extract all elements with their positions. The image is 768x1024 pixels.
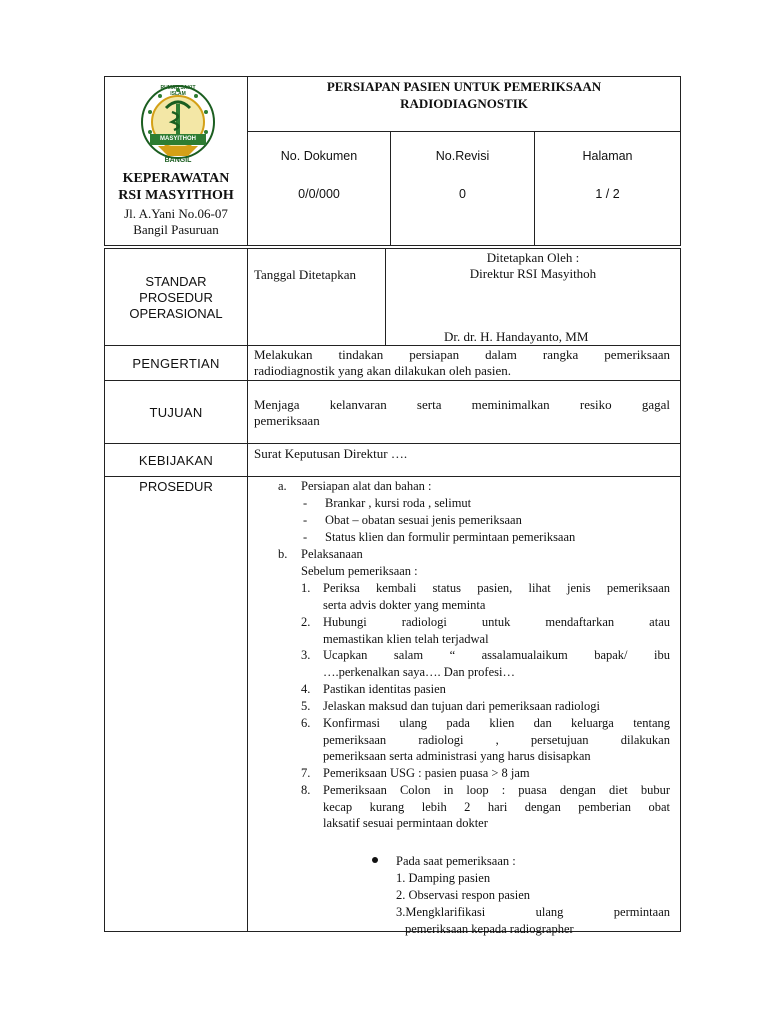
- during-item-3-line1: 3.Mengklarifikasi ulang permintaan: [396, 905, 670, 919]
- sop-label-line2: PROSEDUR: [139, 290, 213, 305]
- dash-marker: -: [303, 530, 308, 544]
- during-item-3: [248, 904, 680, 938]
- tujuan-line2: pemeriksaan: [254, 413, 320, 428]
- during-title-row: [248, 853, 680, 870]
- logo-ribbon-text: MASYITHOH: [160, 136, 196, 142]
- step-number: 7.: [301, 766, 311, 780]
- doc-number-label: No. Dokumen: [280, 149, 358, 163]
- tujuan-label: TUJUAN: [149, 404, 203, 420]
- step-1: [248, 580, 680, 614]
- revision-label: No.Revisi: [435, 149, 490, 163]
- during-item-2-text: 2. Observasi respon pasien: [396, 888, 530, 902]
- page-value: 1 / 2: [595, 187, 620, 201]
- step-1-line2: serta advis dokter yang meminta: [323, 597, 486, 612]
- step-3-line2: ….perkenalkan saya…. Dan profesi…: [323, 664, 515, 679]
- step-7-line1: Pemeriksaan USG : pasien puasa > 8 jam: [323, 766, 530, 780]
- sop-label-line3: OPERASIONAL: [129, 306, 223, 321]
- tujuan-text: [254, 397, 670, 429]
- step-4-line1: Pastikan identitas pasien: [323, 682, 446, 696]
- step-number: 3.: [301, 648, 311, 662]
- address-line2: Bangil Pasuruan: [133, 222, 219, 237]
- a-item-3-text: Status klien dan formulir permintaan pemeriksaan: [325, 530, 576, 544]
- section-a-title: Persiapan alat dan bahan :: [301, 479, 432, 493]
- step-6-line3: pemeriksaan serta administrasi yang harus disisapkan: [323, 749, 591, 764]
- address-line1: Jl. A.Yani No.06-07: [124, 206, 228, 221]
- pengertian-line2: radiodiagnostik yang akan dilakukan oleh pasien.: [254, 363, 512, 378]
- step-7: [248, 765, 680, 782]
- section-a-marker: a.: [278, 479, 287, 493]
- section-b-title: Pelaksanaan: [301, 547, 363, 561]
- step-number: 6.: [301, 716, 311, 730]
- step-number: 5.: [301, 699, 311, 713]
- header-divider-h: [247, 131, 681, 132]
- date-set-label: Tanggal Ditetapkan: [254, 267, 356, 282]
- step-3-line1: Ucapkan salam “ assalamualaikum bapak/ ibu: [323, 648, 670, 662]
- page-label: Halaman: [582, 149, 633, 163]
- step-number: 8.: [301, 783, 311, 797]
- a-item-1: [248, 495, 680, 512]
- step-number: 4.: [301, 682, 311, 696]
- kebijakan-label: KEBIJAKAN: [138, 452, 214, 468]
- hospital-logo: [136, 82, 220, 168]
- logo-ring-text: RUMAH SAKIT ISLAM: [160, 85, 196, 97]
- step-6: [248, 715, 680, 765]
- step-8-line1: Pemeriksaan Colon in loop : puasa dengan diet bubur: [323, 783, 670, 797]
- prosedur-content: [248, 478, 680, 938]
- a-item-3: [248, 529, 680, 546]
- document-title-line1: PERSIAPAN PASIEN UNTUK PEMERIKSAAN: [326, 79, 602, 94]
- pengertian-text: [254, 347, 670, 379]
- document-title-line2: RADIODIAGNOSTIK: [400, 96, 528, 111]
- step-3: [248, 647, 680, 681]
- step-6-line1: Konfirmasi ulang pada klien dan keluarga tentang: [323, 716, 670, 730]
- step-6-line2: pemeriksaan radiologi , persetujuan dilakukan: [323, 732, 670, 747]
- revision-value: 0: [459, 187, 466, 201]
- step-2: [248, 614, 680, 647]
- a-item-1-text: Brankar , kursi roda , selimut: [325, 496, 472, 510]
- step-5-line1: Jelaskan maksud dan tujuan dari pemeriksaan radiologi: [323, 699, 601, 713]
- section-b-marker: b.: [278, 547, 288, 561]
- during-title: Pada saat pemeriksaan :: [396, 854, 516, 868]
- step-8: [248, 782, 680, 832]
- step-number: 1.: [301, 581, 311, 595]
- step-2-line1: Hubungi radiologi untuk mendaftarkan atau: [323, 615, 670, 629]
- sop-label-line1: STANDAR: [145, 274, 207, 289]
- step-4: [248, 681, 680, 698]
- tujuan-line1: Menjaga kelanvaran serta meminimalkan resiko gagal: [254, 397, 670, 412]
- during-item-2: [248, 887, 680, 904]
- section-b-sub: [248, 563, 680, 580]
- during-item-1-text: 1. Damping pasien: [396, 871, 491, 885]
- step-2-line2: memastikan klien telah terjadwal: [323, 631, 489, 646]
- doc-number-value: 0/0/000: [298, 187, 340, 201]
- org-name-line1: KEPERAWATAN: [122, 171, 230, 186]
- step-number: 2.: [301, 615, 311, 629]
- signatory-name: Dr. dr. H. Handayanto, MM: [444, 329, 589, 344]
- org-name-line2: RSI MASYITHOH: [118, 188, 234, 203]
- step-8-line3: laksatif sesuai permintaan dokter: [323, 816, 488, 831]
- kebijakan-text: Surat Keputusan Direktur ….: [254, 446, 408, 461]
- section-b-sub-text: Sebelum pemeriksaan :: [301, 564, 418, 578]
- during-item-3-line2: pemeriksaan kepada radiographer: [405, 921, 574, 936]
- logo-bottom-text: BANGIL: [164, 157, 192, 164]
- prosedur-label: PROSEDUR: [139, 479, 213, 494]
- row-divider-4: [104, 476, 681, 477]
- during-item-1: [248, 870, 680, 887]
- pengertian-label: PENGERTIAN: [132, 355, 220, 371]
- pengertian-line1: Melakukan tindakan persiapan dalam rangka pemeriksaan: [254, 347, 670, 362]
- dash-marker: -: [303, 513, 308, 527]
- section-a: [248, 478, 680, 495]
- set-by-title: Direktur RSI Masyithoh: [469, 266, 597, 281]
- a-item-2: [248, 512, 680, 529]
- set-by-label: Ditetapkan Oleh :: [486, 250, 580, 265]
- step-1-line1: Periksa kembali status pasien, lihat jenis pemeriksaan: [323, 581, 670, 595]
- a-item-2-text: Obat – obatan sesuai jenis pemeriksaan: [325, 513, 522, 527]
- section-b: [248, 546, 680, 563]
- step-5: [248, 698, 680, 715]
- bullet-icon: [372, 857, 378, 863]
- step-8-line2: kecap kurang lebih 2 hari dengan pemberian obat: [323, 799, 670, 814]
- dash-marker: -: [303, 496, 308, 510]
